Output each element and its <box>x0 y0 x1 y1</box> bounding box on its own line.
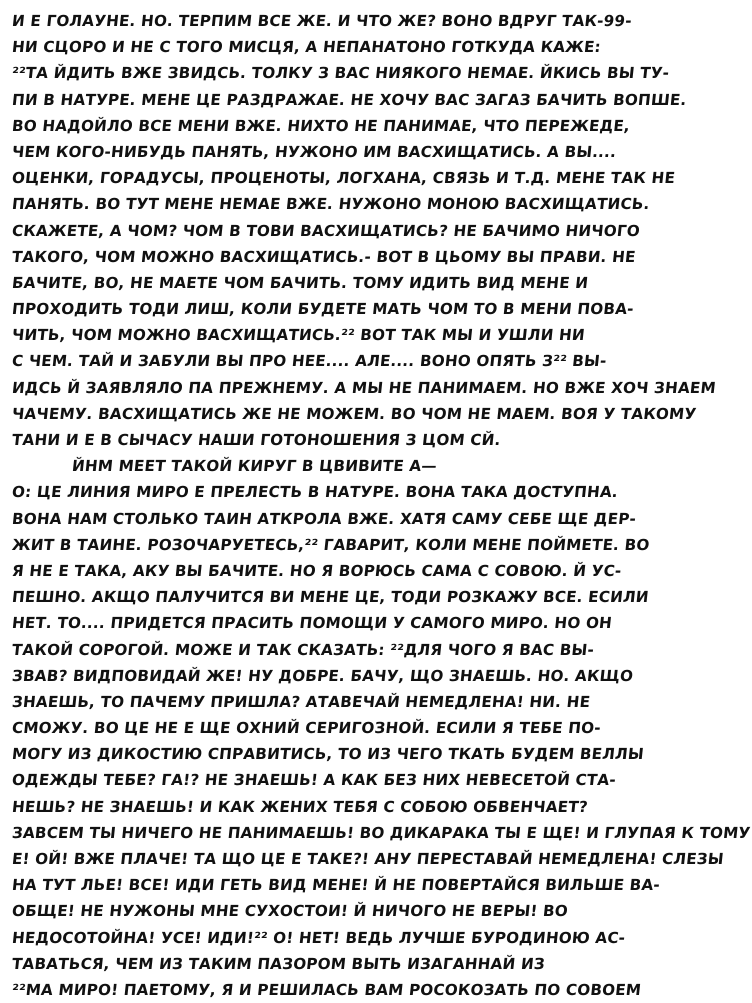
text-line: ТАКОЙ СОРОГОЙ. МОЖЕ И ТАК СКАЗАТЬ: ²²ДЛЯ ЧОГО Я ВАС ВЫ- <box>11 640 595 659</box>
text-line: ИДСЬ Й ЗАЯВЛЯЛО ПА ПРЕЖНЕМУ. А МЫ НЕ ПАНИМАЕМ. НО ВЖЕ ХОЧ ЗНАЕМ <box>11 378 717 397</box>
text-line: НЕТ. ТО.... ПРИДЕТСЯ ПРАСИТЬ ПОМОЩИ У САМОГО МИРО. НО ОН <box>11 614 613 633</box>
text-line: ЗВАВ? ВИДПОВИДАЙ ЖЕ! НУ ДОБРЕ. БАЧУ, ЩО ЗНАЕШЬ. НО. АКЩО <box>11 666 635 685</box>
text-line: ПАНЯТЬ. ВО ТУТ МЕНЕ НЕМАЕ ВЖЕ. НУЖОНО МОНОЮ ВАСХИЩАТИСЬ. <box>11 195 651 214</box>
text-line: НИ СЦОРО И НЕ С ТОГО МИСЦЯ, А НЕПАНАТОНО ГОТКУДА КАЖЕ: <box>11 38 602 57</box>
text-line: С ЧЕМ. ТАЙ И ЗАБУЛИ ВЫ ПРО НЕЕ.... АЛЕ.... ВОНО ОПЯТЬ З²² ВЫ- <box>11 352 608 371</box>
text-line: СКАЖЕТЕ, А ЧОМ? ЧОМ В ТОВИ ВАСХИЩАТИСЬ? НЕ БАЧИМО НИЧОГО <box>11 221 641 240</box>
text-line: ПИ В НАТУРЕ. МЕНЕ ЦЕ РАЗДРАЖАЕ. НЕ ХОЧУ ВАС ЗАГАЗ БАЧИТЬ ВОПШЕ. <box>11 90 688 109</box>
text-line: ВО НАДОЙЛО ВСЕ МЕНИ ВЖЕ. НИХТО НЕ ПАНИМАЕ, ЧТО ПЕРЕЖЕДЕ, <box>11 116 631 135</box>
text-line: ТАКОГО, ЧОМ МОЖНО ВАСХИЩАТИСЬ.- ВОТ В ЦЬОМУ ВЫ ПРАВИ. НЕ <box>11 247 637 266</box>
text-line: НА ТУТ ЛЬЕ! ВСЕ! ИДИ ГЕТЬ ВИД МЕНЕ! Й НЕ ПОВЕРТАЙСЯ ВИЛЬШЕ ВА- <box>11 876 661 895</box>
text-line: ЖИТ В ТАИНЕ. РОЗОЧАРУЕТЕСЬ,²² ГАВАРИТ, КОЛИ МЕНЕ ПОЙМЕТЕ. ВО <box>11 535 651 554</box>
text-line: ЧЕМ КОГО-НИБУДЬ ПАНЯТЬ, НУЖОНО ИМ ВАСХИЩАТИСЬ. А ВЫ.... <box>11 142 618 161</box>
text-line: ЗНАЕШЬ, ТО ПАЧЕМУ ПРИШЛА? АТАВЕЧАЙ НЕМЕДЛЕНА! НИ. НЕ <box>11 692 592 711</box>
text-line: ВОНА НАМ СТОЛЬКО ТАИН АТКРОЛА ВЖЕ. ХАТЯ САМУ СЕБЕ ЩЕ ДЕР- <box>11 509 638 528</box>
text-line: ПЕШНО. АКЩО ПАЛУЧИТСЯ ВИ МЕНЕ ЦЕ, ТОДИ РОЗКАЖУ ВСЕ. ЕСИЛИ <box>11 588 650 607</box>
text-line: ТАВАТЬСЯ, ЧЕМ ИЗ ТАКИМ ПАЗОРОМ ВЫТЬ ИЗАГАННАЙ ИЗ <box>11 954 546 973</box>
text-line: Я НЕ Е ТАКА, АКУ ВЫ БАЧИТЕ. НО Я ВОРЮСЬ САМА С СОВОЮ. Й УС- <box>11 561 623 580</box>
text-line: ОДЕЖДЫ ТЕБЕ? ГА!? НЕ ЗНАЕШЬ! А КАК БЕЗ НИХ НЕВЕСЕТОЙ СТА- <box>11 771 617 790</box>
text-line: ТАНИ И Е В СЫЧАСУ НАШИ ГОТОНОШЕНИЯ З ЦОМ СЙ. <box>11 431 502 449</box>
text-line: ОБЩЕ! НЕ НУЖОНЫ МНЕ СУХОСТОИ! Й НИЧОГО НЕ ВЕРЫ! ВО <box>11 902 569 921</box>
text-line: МОГУ ИЗ ДИКОСТИЮ СПРАВИТИСЬ, ТО ИЗ ЧЕГО ТКАТЬ БУДЕМ ВЕЛЛЫ <box>11 745 645 764</box>
text-line-indented: ЙНМ МЕЕТ ТАКОЙ КИРУГ В ЦВИВИТЕ А— <box>71 457 438 476</box>
text-line: БАЧИТЕ, ВО, НЕ МАЕТЕ ЧОМ БАЧИТЬ. ТОМУ ИДИТЬ ВИД МЕНЕ И <box>11 273 590 292</box>
text-line: ЧИТЬ, ЧОМ МОЖНО ВАСХИЩАТИСЬ.²² ВОТ ТАК МЫ И УШЛИ НИ <box>11 326 586 345</box>
text-line: ПРОХОДИТЬ ТОДИ ЛИШ, КОЛИ БУДЕТЕ МАТЬ ЧОМ ТО В МЕНИ ПОВА- <box>11 300 635 319</box>
text-line: ²²ТА ЙДИТЬ ВЖЕ ЗВИДСЬ. ТОЛКУ З ВАС НИЯКОГО НЕМАЕ. ЙКИСЬ ВЫ ТУ- <box>11 64 671 83</box>
text-line: ЗАВСЕМ ТЫ НИЧЕГО НЕ ПАНИМАЕШЬ! ВО ДИКАРАКА ТЫ Е ЩЕ! И ГЛУПАЯ К ТОМУ <box>11 823 752 842</box>
text-line: ЧАЧЕМУ. ВАСХИЩАТИСЬ ЖЕ НЕ МОЖЕМ. ВО ЧОМ НЕ МАЕМ. ВОЯ У ТАКОМУ <box>11 404 698 423</box>
text-line: О: ЦЕ ЛИНИЯ МИРО Е ПРЕЛЕСТЬ В НАТУРЕ. ВОНА ТАКА ДОСТУПНА. <box>11 483 619 502</box>
text-line: ОЦЕНКИ, ГОРАДУСЫ, ПРОЦЕНОТЫ, ЛОГХАНА, СВЯЗЬ И Т.Д. МЕНЕ ТАК НЕ <box>11 169 677 188</box>
text-line: СМОЖУ. ВО ЦЕ НЕ Е ЩЕ ОХНИЙ СЕРИГОЗНОЙ. ЕСИЛИ Я ТЕБЕ ПО- <box>11 719 602 738</box>
text-line: НЕШЬ? НЕ ЗНАЕШЬ! И КАК ЖЕНИХ ТЕБЯ С СОБОЮ ОБВЕНЧАЕТ? <box>11 797 589 816</box>
text-line: И Е ГОЛАУНЕ. НО. ТЕРПИМ ВСЕ ЖЕ. И ЧТО ЖЕ? ВОНО ВДРУГ ТАК-99- <box>11 12 633 30</box>
text-line: Е! ОЙ! ВЖЕ ПЛАЧЕ! ТА ЩО ЦЕ Е ТАКЕ?! АНУ ПЕРЕСТАВАЙ НЕМЕДЛЕНА! СЛЕЗЫ <box>11 850 725 868</box>
text-line: ²²МА МИРО! ПАЕТОМУ, Я И РЕШИЛАСЬ ВАМ РОСОКОЗАТЬ ПО СОВОЕМ <box>11 980 643 999</box>
text-line: НЕДОСОТОЙНА! УСЕ! ИДИ!²² О! НЕТ! ВЕДЬ ЛУЧШЕ БУРОДИНОЮ АС- <box>11 928 627 947</box>
